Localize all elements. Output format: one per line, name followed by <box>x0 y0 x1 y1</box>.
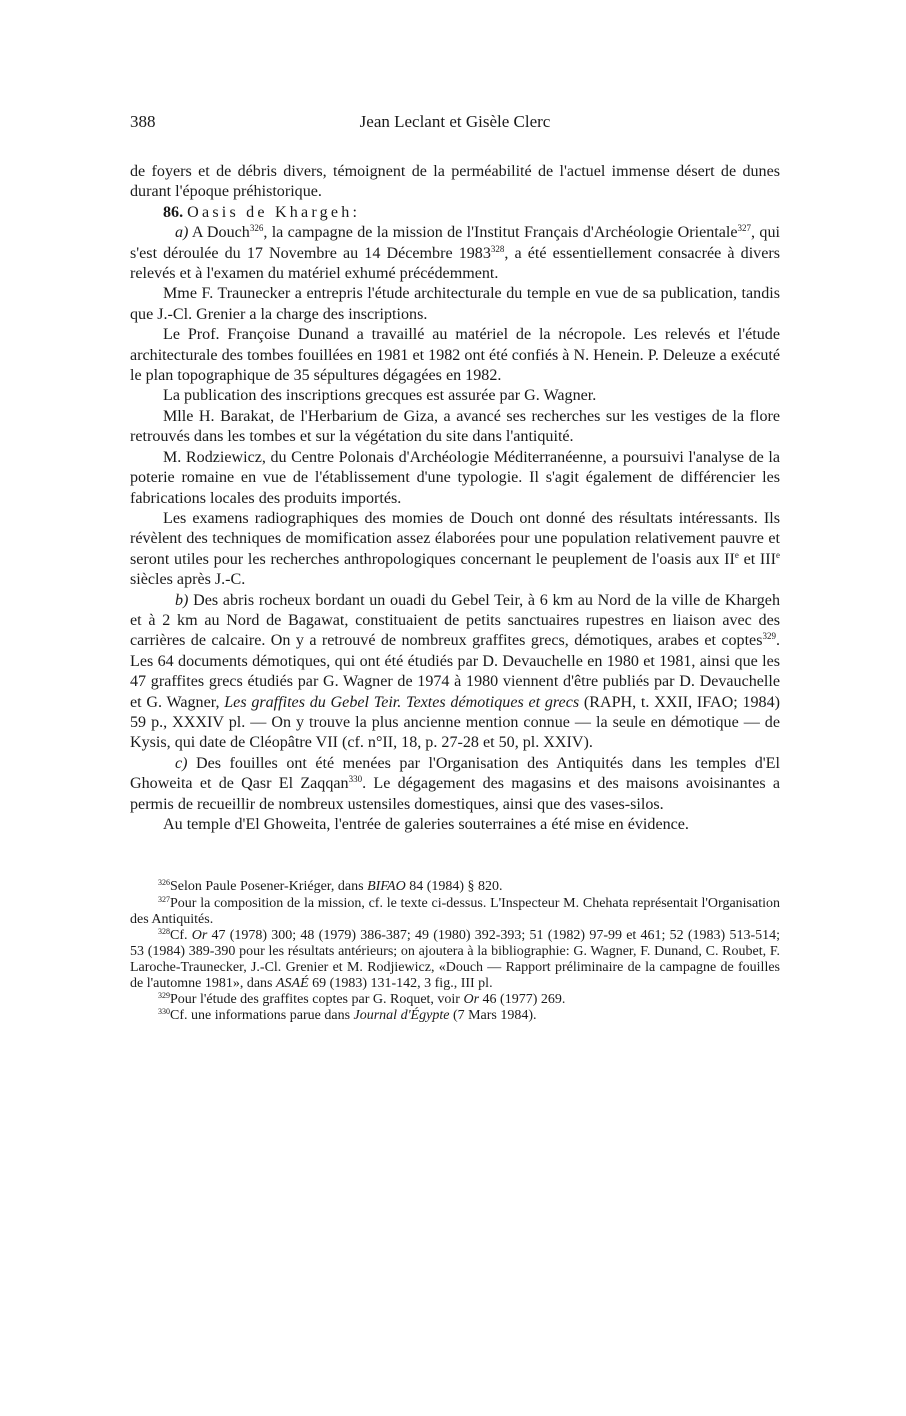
page <box>130 112 780 1024</box>
item-label-a: a) <box>175 224 189 242</box>
footnote-330: $^{330}$Cf. une informations parue dans Journal d'Égypte (7 Mars 1984). <box>158 1007 537 1024</box>
section-number: 86. <box>163 203 184 221</box>
footnote-ref-327[interactable]: 327 <box>737 223 752 234</box>
item-label-b: b) <box>175 591 189 609</box>
body-text <box>130 162 780 835</box>
paragraph-continuation: de foyers et de débris divers, témoignent de la perméabilité de l'actuel immense désert de dunes durant l'époque préhistorique. <box>130 163 780 201</box>
paragraph-barakat: Mlle H. Barakat, de l'Herbarium de Giza, a avancé ses recherches sur les vestiges de la flore retrouvés dans les tombes et sur la végétation du site dans l'antiquité. <box>130 407 780 446</box>
page-number: 388 <box>130 112 156 131</box>
section-heading <box>130 203 780 223</box>
footnote-328: $^{328}$Cf. Or 47 (1978) 300; 48 (1979) 386-387; 49 (1980) 392-393; 51 (1982) 97-99 et 461; 52 (1983) 513-514; 53 (1984) 389-390 pour les résultats antérieurs; on ajoutera à la bibliographie: G. Wagner, F. Dunand, C. Roubet, F. Laroche-Traunecker, J.-Cl. Grenier et M. Rodjiewicz, «Douch — Rapport préliminaire de la campagne de fouilles de l'automne 1981», dans ASAÉ 69 (1983) 131-142, 3 fig., III pl. <box>130 926 780 991</box>
footnote-327: $^{327}$Pour la composition de la mission, cf. le texte ci-dessus. L'Inspecteur M. Chehata représentait l'Organisation des Antiquités. <box>130 894 780 927</box>
paragraph-dunand: Le Prof. Françoise Dunand a travaillé au matériel de la nécropole. Les relevés et l'étude architecturale des tombes fouillées en 1981 et 1982 ont été confiés à N. Henein. P. Deleuze a exécuté le plan topographique de 35 sépultures dégagées en 1982. <box>130 326 780 385</box>
paragraph-traunecker: Mme F. Traunecker a entrepris l'étude architecturale du temple en vue de sa publication, tandis que J.-Cl. Grenier a la charge des inscriptions. <box>130 285 780 323</box>
footnote-ref-328[interactable]: 328 <box>490 243 505 254</box>
footnote-ref-330[interactable]: 330 <box>348 774 363 785</box>
paragraph-a: a) A Douch$^{326}$, la campagne de la mission de l'Institut Français d'Archéologie Orientale$^{327}$, qui s'est déroulée du 17 Novembre au 14 Décembre 1983$^{328}$, a été essentiellement consacrée à divers relevés et à l'examen du matériel exhumé précédemment. <box>130 223 780 283</box>
item-label-c: c) <box>175 754 188 772</box>
paragraph-c: c) Des fouilles ont été menées par l'Organisation des Antiquités dans les temples d'El Ghoweita et de Qasr El Zaqqan$^{330}$. Le dégagement des magasins et des maisons avoisinantes a permis de recueillir de nombreux ustensiles domestiques, ainsi que des vases-silos. <box>130 754 781 813</box>
paragraph-radiographies: Les examens radiographiques des momies de Douch ont donné des résultats intéressants. Ils révèlent des techniques de momification assez élaborées pour une population relativement pauvre et seront utiles pour les recherches anthropologiques concernant le peuplement de l'oasis aux IIe et IIIe siècles après J.-C. <box>130 509 780 589</box>
running-head: Jean Leclant et Gisèle Clerc <box>359 112 551 131</box>
section-title: Oasis de Khargeh: <box>187 203 361 221</box>
footnotes <box>130 879 780 1024</box>
paragraph-wagner: La publication des inscriptions grecques est assurée par G. Wagner. <box>163 387 597 405</box>
paragraph-b: b) Des abris rocheux bordant un ouadi du Gebel Teir, à 6 km au Nord de la ville de Khargeh et à 2 km au Nord de Bagawat, constituaient de petits sanctuaires rupestres en liaison avec des carrières de calcaire. On y a retrouvé de nombreux graffites grecs, démotiques, arabes et coptes$^{329}$. Les 64 documents démotiques, qui ont été étudiés par D. Devauchelle en 1980 et 1981, ainsi que les 47 graffites grecs étudiés par G. Wagner de 1974 à 1980 viennent d'être publiés par D. Devauchelle et G. Wagner, Les graffites du Gebel Teir. Textes démotiques et grecs (RAPH, t. XXII, IFAO; 1984) 59 p., XXXIV pl. — On y trouve la plus ancienne mention connue — la seule en démotique — de Kysis, qui date de Cléopâtre VII (cf. n°II, 18, p. 27-28 et 50, pl. XXIV). <box>130 591 780 752</box>
book-title: Les graffites du Gebel Teir. Textes démotiques et grecs <box>224 693 580 711</box>
footnote-329: $^{329}$Pour l'étude des graffites coptes par G. Roquet, voir Or 46 (1977) 269. <box>158 991 566 1008</box>
footnote-ref-326[interactable]: 326 <box>249 223 264 234</box>
footnote-326: $^{326}$Selon Paule Posener-Kriéger, dans BIFAO 84 (1984) § 820. <box>158 878 503 895</box>
page-header <box>130 112 780 138</box>
paragraph-rodziewicz: M. Rodziewicz, du Centre Polonais d'Archéologie Méditerranéenne, a poursuivi l'analyse de la poterie romaine en vue de l'établissement d'une typologie. Il s'agit également de différencier les fabrications locales des produits importés. <box>130 448 780 507</box>
footnote-ref-329[interactable]: 329 <box>762 631 776 642</box>
paragraph-ghoweita: Au temple d'El Ghoweita, l'entrée de galeries souterraines a été mise en évidence. <box>163 816 689 833</box>
